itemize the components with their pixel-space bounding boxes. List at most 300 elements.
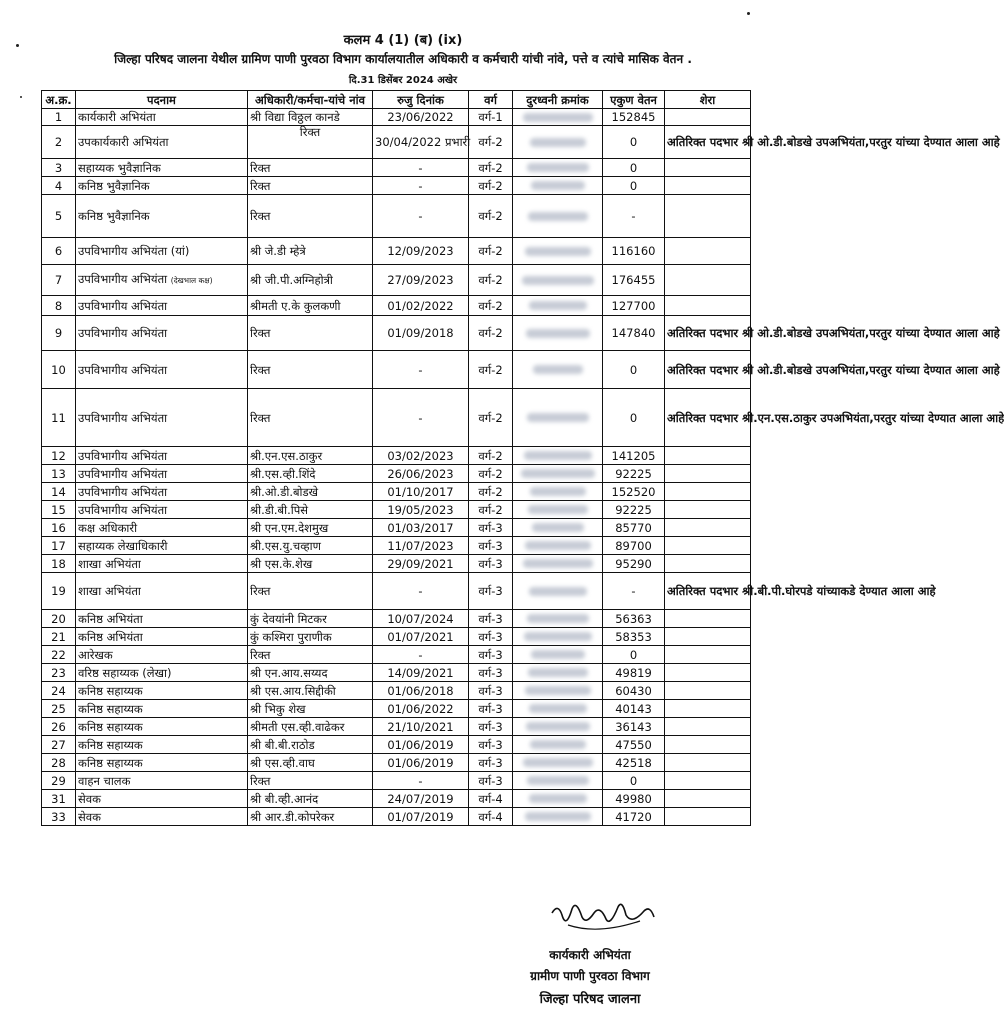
cell-salary: 0 (603, 126, 665, 159)
cell-designation (76, 610, 248, 628)
cell-phone-redacted (513, 351, 603, 389)
table-row (42, 483, 751, 501)
cell-designation (76, 736, 248, 754)
cell-join-date: 01/09/2018 (373, 316, 469, 351)
cell-sr: 5 (42, 195, 76, 238)
cell-salary: 40143 (603, 700, 665, 718)
cell-sr: 23 (42, 664, 76, 682)
cell-phone-redacted (513, 700, 603, 718)
redaction-blur (528, 668, 588, 677)
cell-phone-redacted (513, 177, 603, 195)
signature-office: जिल्हा परिषद जालना (539, 992, 641, 1007)
cell-name: रिक्त (248, 646, 373, 664)
cell-designation (76, 808, 248, 826)
designation-text: उपविभागीय अभियंता (78, 410, 168, 425)
designation-text: उपविभागीय अभियंता (78, 362, 168, 377)
cell-join-date: 01/10/2017 (373, 483, 469, 501)
cell-remark (665, 790, 751, 808)
cell-phone-redacted (513, 682, 603, 700)
designation-text: उपविभागीय अभियंता (78, 298, 168, 313)
designation-text: कनिष्ठ सहाय्यक (78, 719, 143, 734)
cell-class: वर्ग-3 (469, 754, 513, 772)
redaction-blur (527, 776, 589, 785)
cell-name: श्री एस.के.शेख (248, 555, 373, 573)
table-header-row (42, 91, 751, 109)
cell-designation (76, 772, 248, 790)
cell-sr: 22 (42, 646, 76, 664)
redaction-blur (529, 794, 587, 803)
cell-remark (665, 537, 751, 555)
cell-remark (665, 109, 751, 126)
cell-salary: 0 (603, 159, 665, 177)
signature-scribble (548, 895, 658, 937)
cell-salary: - (603, 195, 665, 238)
designation-text: कनिष्ठ सहाय्यक (78, 737, 143, 752)
table-row (42, 790, 751, 808)
cell-join-date: 21/10/2021 (373, 718, 469, 736)
cell-designation (76, 700, 248, 718)
redaction-blur (525, 686, 591, 695)
cell-sr: 6 (42, 238, 76, 265)
cell-name: श्रीमती एस.व्ही.वाढेकर (248, 718, 373, 736)
cell-class: वर्ग-3 (469, 772, 513, 790)
designation-text: कनिष्ठ भुवैज्ञानिक (78, 209, 150, 223)
cell-name: श्री जे.डी म्हेत्रे (248, 238, 373, 265)
table-row (42, 447, 751, 465)
redaction-blur (525, 812, 591, 821)
cell-class: वर्ग-2 (469, 296, 513, 316)
table-row (42, 736, 751, 754)
redaction-blur (527, 413, 589, 422)
cell-name: रिक्त (248, 195, 373, 238)
cell-salary: 141205 (603, 447, 665, 465)
cell-class: वर्ग-2 (469, 177, 513, 195)
cell-salary: 0 (603, 646, 665, 664)
designation-text: कनिष्ठ सहाय्यक (78, 755, 143, 770)
cell-class: वर्ग-1 (469, 109, 513, 126)
table-row (42, 555, 751, 573)
cell-designation (76, 177, 248, 195)
cell-join-date: 23/06/2022 (373, 109, 469, 126)
cell-sr: 11 (42, 389, 76, 447)
designation-text: कनिष्ठ भुवैज्ञानिक (78, 178, 150, 193)
cell-designation (76, 537, 248, 555)
cell-class: वर्ग-3 (469, 610, 513, 628)
redaction-blur (533, 365, 583, 374)
table-row (42, 754, 751, 772)
cell-sr: 4 (42, 177, 76, 195)
redaction-blur (532, 523, 584, 532)
designation-text: सहाय्यक भुवैज्ञानिक (78, 160, 161, 175)
cell-sr: 1 (42, 109, 76, 126)
cell-phone-redacted (513, 296, 603, 316)
cell-phone-redacted (513, 316, 603, 351)
cell-class: वर्ग-3 (469, 682, 513, 700)
table-row (42, 316, 751, 351)
redaction-blur (531, 650, 585, 659)
cell-sr: 21 (42, 628, 76, 646)
cell-phone-redacted (513, 754, 603, 772)
cell-sr: 3 (42, 159, 76, 177)
cell-salary: 95290 (603, 555, 665, 573)
cell-join-date: 01/06/2022 (373, 700, 469, 718)
cell-remark: अतिरिक्त पदभार श्री ओ.डी.बोडखे उपअभियंता,परतुर यांच्या देण्यात आला आहे (665, 316, 751, 351)
cell-phone-redacted (513, 664, 603, 682)
col-header-remark: शेरा (665, 91, 751, 109)
table-row (42, 265, 751, 296)
designation-text: कार्यकारी अभियंता (78, 110, 156, 124)
cell-name: श्री जी.पी.अग्निहोत्री (248, 265, 373, 296)
cell-join-date: - (373, 646, 469, 664)
cell-sr: 29 (42, 772, 76, 790)
designation-text: सेवक (78, 791, 101, 806)
cell-salary: 147840 (603, 316, 665, 351)
cell-name: श्री.एस.यु.चव्हाण (248, 537, 373, 555)
redaction-blur (523, 758, 593, 767)
redaction-blur (526, 722, 590, 731)
designation-text: उपविभागीय अभियंता (78, 466, 168, 481)
cell-phone-redacted (513, 772, 603, 790)
redaction-blur (522, 276, 594, 285)
table-row (42, 159, 751, 177)
designation-text: उपविभागीय अभियंता (78, 326, 168, 340)
cell-join-date: 29/09/2021 (373, 555, 469, 573)
cell-salary: 0 (603, 177, 665, 195)
cell-name: श्रीमती ए.के कुलकणी (248, 296, 373, 316)
cell-sr: 25 (42, 700, 76, 718)
cell-name: श्री आर.डी.कोपरेकर (248, 808, 373, 826)
col-header-join-date: रुजु दिनांक (373, 91, 469, 109)
cell-join-date: 01/06/2018 (373, 682, 469, 700)
cell-phone-redacted (513, 389, 603, 447)
cell-remark (665, 483, 751, 501)
cell-phone-redacted (513, 610, 603, 628)
page-subtitle: जिल्हा परिषद जालना येथील ग्रामिण पाणी पुरवठा विभाग कार्यालयातील अधिकारी व कर्मचारी यांची नांवे, पत्ते व त्यांचे मासिक वेतन . (114, 52, 692, 66)
cell-designation (76, 718, 248, 736)
cell-salary: 36143 (603, 718, 665, 736)
cell-remark (665, 772, 751, 790)
cell-phone-redacted (513, 718, 603, 736)
designation-text: कनिष्ठ अभियंता (78, 611, 143, 626)
table-row (42, 772, 751, 790)
cell-class: वर्ग-4 (469, 808, 513, 826)
cell-salary: 49980 (603, 790, 665, 808)
cell-class: वर्ग-2 (469, 501, 513, 519)
cell-sr: 27 (42, 736, 76, 754)
cell-remark (665, 195, 751, 238)
col-header-designation: पदनाम (76, 91, 248, 109)
redaction-blur (531, 181, 585, 190)
cell-join-date: 01/03/2017 (373, 519, 469, 537)
scan-speck (20, 96, 22, 98)
cell-class: वर्ग-2 (469, 238, 513, 265)
cell-remark (665, 519, 751, 537)
cell-designation (76, 555, 248, 573)
cell-name: श्री बी.व्ही.आनंद (248, 790, 373, 808)
designation-text: कनिष्ठ सहाय्यक (78, 683, 143, 698)
cell-designation (76, 465, 248, 483)
cell-designation (76, 628, 248, 646)
cell-name: श्री एन.आय.सय्यद (248, 664, 373, 682)
table-row (42, 389, 751, 447)
cell-sr: 26 (42, 718, 76, 736)
cell-join-date: 30/04/2022 प्रभारी (373, 126, 469, 159)
cell-designation (76, 316, 248, 351)
col-header-sr: अ.क्र. (42, 91, 76, 109)
redaction-blur (526, 329, 590, 338)
cell-remark: अतिरिक्त पदभार श्री.एन.एस.ठाकुर उपअभियंता,परतुर यांच्या देण्यात आला आहे (665, 389, 751, 447)
cell-join-date: 26/06/2023 (373, 465, 469, 483)
cell-remark (665, 447, 751, 465)
redaction-blur (527, 614, 589, 623)
redaction-blur (529, 587, 587, 596)
cell-salary: 58353 (603, 628, 665, 646)
cell-remark (665, 238, 751, 265)
col-header-class: वर्ग (469, 91, 513, 109)
cell-name: श्री विद्या विठ्ठल कानडे (248, 109, 373, 126)
cell-designation (76, 265, 248, 296)
redaction-blur (528, 505, 588, 514)
designation-text: कनिष्ठ अभियंता (78, 629, 143, 644)
cell-name: रिक्त (248, 351, 373, 389)
cell-phone-redacted (513, 555, 603, 573)
cell-remark (665, 718, 751, 736)
cell-name: श्री एस.व्ही.वाघ (248, 754, 373, 772)
cell-phone-redacted (513, 808, 603, 826)
table-row (42, 109, 751, 126)
cell-salary: 0 (603, 772, 665, 790)
designation-text: वरिष्ठ सहाय्यक (लेखा) (78, 665, 172, 680)
cell-name: श्री.डी.बी.पिसे (248, 501, 373, 519)
cell-designation (76, 790, 248, 808)
cell-sr: 19 (42, 573, 76, 610)
redaction-blur (525, 247, 591, 256)
cell-name: श्री एस.आय.सिद्दीकी (248, 682, 373, 700)
cell-name: रिक्त (248, 389, 373, 447)
cell-designation (76, 296, 248, 316)
cell-join-date: 24/07/2019 (373, 790, 469, 808)
cell-name: श्री बी.बी.राठोड (248, 736, 373, 754)
cell-salary: - (603, 573, 665, 610)
cell-remark (665, 501, 751, 519)
designation-text: उपविभागीय अभियंता (78, 484, 168, 499)
table-row (42, 296, 751, 316)
table-row (42, 664, 751, 682)
cell-join-date: 19/05/2023 (373, 501, 469, 519)
cell-phone-redacted (513, 790, 603, 808)
cell-join-date: 01/06/2019 (373, 754, 469, 772)
cell-class: वर्ग-3 (469, 555, 513, 573)
cell-designation (76, 126, 248, 159)
cell-phone-redacted (513, 573, 603, 610)
cell-salary: 152845 (603, 109, 665, 126)
table-row (42, 646, 751, 664)
cell-join-date: 14/09/2021 (373, 664, 469, 682)
cell-designation (76, 351, 248, 389)
cell-class: वर्ग-3 (469, 646, 513, 664)
designation-text: सेवक (78, 809, 101, 824)
cell-remark (665, 628, 751, 646)
cell-sr: 24 (42, 682, 76, 700)
cell-sr: 2 (42, 126, 76, 159)
cell-salary: 41720 (603, 808, 665, 826)
cell-remark (665, 700, 751, 718)
cell-class: वर्ग-3 (469, 519, 513, 537)
cell-remark (665, 159, 751, 177)
cell-phone-redacted (513, 519, 603, 537)
cell-sr: 8 (42, 296, 76, 316)
cell-remark (665, 736, 751, 754)
cell-phone-redacted (513, 447, 603, 465)
cell-class: वर्ग-2 (469, 465, 513, 483)
cell-designation (76, 501, 248, 519)
redaction-blur (528, 212, 588, 221)
cell-phone-redacted (513, 646, 603, 664)
cell-designation (76, 519, 248, 537)
designation-text: वाहन चालक (78, 773, 131, 788)
cell-salary: 56363 (603, 610, 665, 628)
designation-text: कनिष्ठ सहाय्यक (78, 701, 143, 716)
cell-salary: 0 (603, 351, 665, 389)
cell-remark (665, 555, 751, 573)
cell-sr: 18 (42, 555, 76, 573)
cell-designation (76, 195, 248, 238)
cell-class: वर्ग-3 (469, 700, 513, 718)
designation-text: सहाय्यक लेखाधिकारी (78, 538, 168, 553)
designation-text: शाखा अभियंता (78, 556, 141, 571)
table-row (42, 501, 751, 519)
cell-remark: अतिरिक्त पदभार श्री.बी.पी.घोरपडे यांच्याकडे देण्यात आला आहे (665, 573, 751, 610)
cell-designation (76, 754, 248, 772)
table-row (42, 465, 751, 483)
cell-class: वर्ग-3 (469, 628, 513, 646)
cell-salary: 92225 (603, 501, 665, 519)
cell-join-date: - (373, 573, 469, 610)
cell-sr: 7 (42, 265, 76, 296)
redaction-blur (524, 632, 592, 641)
cell-sr: 9 (42, 316, 76, 351)
table-row (42, 519, 751, 537)
cell-phone-redacted (513, 465, 603, 483)
cell-join-date: 10/07/2024 (373, 610, 469, 628)
date-line: दि.31 डिसेंबर 2024 अखेर (348, 75, 458, 86)
staff-table (41, 90, 1004, 826)
cell-remark (665, 664, 751, 682)
table-row (42, 610, 751, 628)
cell-class: वर्ग-3 (469, 573, 513, 610)
cell-designation (76, 238, 248, 265)
cell-name: रिक्त (248, 772, 373, 790)
cell-class: वर्ग-2 (469, 159, 513, 177)
cell-join-date: 01/02/2022 (373, 296, 469, 316)
page-title: कलम 4 (1) (ब) (ix) (343, 33, 463, 48)
table-row (42, 177, 751, 195)
redaction-blur (529, 704, 587, 713)
cell-join-date: 27/09/2023 (373, 265, 469, 296)
col-header-phone: दुरध्वनी क्रमांक (513, 91, 603, 109)
table-row (42, 351, 751, 389)
cell-salary: 89700 (603, 537, 665, 555)
cell-class: वर्ग-2 (469, 126, 513, 159)
table-row (42, 195, 751, 238)
cell-salary: 60430 (603, 682, 665, 700)
table-row (42, 718, 751, 736)
table-row (42, 628, 751, 646)
redaction-blur (523, 113, 593, 122)
cell-sr: 14 (42, 483, 76, 501)
cell-join-date: - (373, 389, 469, 447)
cell-remark (665, 465, 751, 483)
cell-remark (665, 646, 751, 664)
cell-remark: अतिरिक्त पदभार श्री ओ.डी.बोडखे उपअभियंता,परतुर यांच्या देण्यात आला आहे (665, 351, 751, 389)
cell-remark (665, 682, 751, 700)
cell-salary: 116160 (603, 238, 665, 265)
cell-name: रिक्त (248, 126, 373, 159)
table-row (42, 808, 751, 826)
designation-text: उपविभागीय अभियंता (78, 448, 168, 463)
redaction-blur (525, 541, 591, 550)
cell-join-date: 11/07/2023 (373, 537, 469, 555)
cell-salary: 42518 (603, 754, 665, 772)
cell-salary: 92225 (603, 465, 665, 483)
cell-class: वर्ग-4 (469, 790, 513, 808)
cell-designation (76, 573, 248, 610)
cell-class: वर्ग-3 (469, 718, 513, 736)
signature-designation: कार्यकारी अभियंता (549, 948, 631, 962)
cell-class: वर्ग-3 (469, 664, 513, 682)
cell-sr: 28 (42, 754, 76, 772)
cell-sr: 10 (42, 351, 76, 389)
cell-class: वर्ग-2 (469, 351, 513, 389)
cell-designation (76, 447, 248, 465)
table-row (42, 573, 751, 610)
designation-suffix: (देखभाल कक्ष) (170, 276, 213, 285)
signature-department: ग्रामीण पाणी पुरवठा विभाग (530, 969, 650, 983)
cell-phone-redacted (513, 736, 603, 754)
cell-designation (76, 682, 248, 700)
cell-salary: 47550 (603, 736, 665, 754)
cell-class: वर्ग-2 (469, 389, 513, 447)
cell-salary: 49819 (603, 664, 665, 682)
cell-class: वर्ग-2 (469, 447, 513, 465)
col-header-name: अधिकारी/कर्मचा-यांचे नांव (248, 91, 373, 109)
designation-text: उपविभागीय अभियंता (78, 502, 168, 517)
cell-salary: 152520 (603, 483, 665, 501)
designation-text: शाखा अभियंता (78, 584, 141, 598)
designation-text: उपकार्यकारी अभियंता (78, 135, 169, 149)
cell-phone-redacted (513, 483, 603, 501)
cell-remark (665, 265, 751, 296)
cell-phone-redacted (513, 501, 603, 519)
cell-phone-redacted (513, 628, 603, 646)
designation-text: आरेखक (78, 647, 113, 662)
cell-salary: 85770 (603, 519, 665, 537)
cell-name: श्री एन.एम.देशमुख (248, 519, 373, 537)
cell-sr: 20 (42, 610, 76, 628)
cell-designation (76, 159, 248, 177)
cell-salary: 0 (603, 389, 665, 447)
cell-phone-redacted (513, 109, 603, 126)
cell-class: वर्ग-3 (469, 537, 513, 555)
cell-phone-redacted (513, 265, 603, 296)
cell-name: रिक्त (248, 177, 373, 195)
designation-text: कक्ष अधिकारी (78, 520, 138, 535)
cell-class: वर्ग-2 (469, 483, 513, 501)
redaction-blur (527, 163, 589, 172)
scan-speck (747, 12, 750, 15)
cell-remark (665, 610, 751, 628)
cell-join-date: - (373, 772, 469, 790)
